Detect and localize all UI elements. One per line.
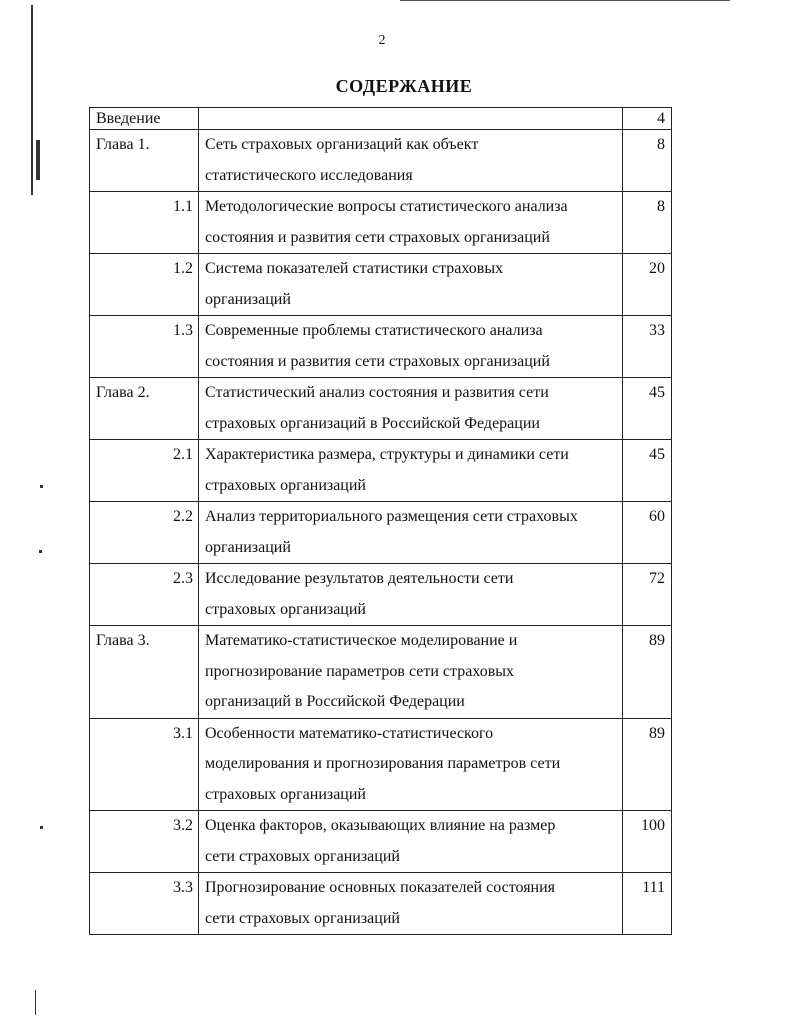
title-line: Методологические вопросы статистического анализа [205,198,568,215]
title-line: состояния и развития сети страховых организаций [205,352,550,370]
section-number: 3.3 [90,873,199,935]
section-number: 1.1 [90,192,199,254]
scan-margin-dot [40,826,43,829]
section-title [199,316,623,378]
page-ref: 20 [623,254,672,316]
page-ref: 89 [623,718,672,811]
title-line: организаций [205,538,291,556]
title-line: сети страховых организаций [205,909,400,927]
toc-row-chapter[interactable] [90,378,672,440]
page-ref: 72 [623,564,672,626]
scan-margin-dot [40,485,43,488]
toc-row-section[interactable] [90,440,672,502]
toc-row-section[interactable] [90,873,672,935]
title-line: Исследование результатов деятельности сети [205,570,514,587]
chapter-label: Глава 3. [90,626,199,719]
section-number: 2.2 [90,502,199,564]
title-line: Современные проблемы статистического анализа [205,322,543,339]
toc-row-chapter[interactable] [90,130,672,192]
toc-intro-page: 4 [623,108,672,130]
title-line: Анализ территориального размещения сети страховых [205,508,578,525]
page-ref: 100 [623,811,672,873]
toc-intro-label: Введение [90,108,199,130]
page-ref: 45 [623,440,672,502]
title-line: Особенности математико-статистического [205,724,494,742]
section-number: 2.3 [90,564,199,626]
page-ref: 45 [623,378,672,440]
scan-margin-line [35,990,36,1015]
title-line: Математико-статистическое моделирование и [205,632,518,649]
toc-row-section[interactable] [90,316,672,378]
scan-margin-mark [36,140,40,180]
title-line: Сеть страховых организаций как объект [205,136,479,153]
title-line: страховых организаций [205,476,366,494]
chapter-label: Глава 2. [90,378,199,440]
section-number: 1.3 [90,316,199,378]
toc-row-section[interactable] [90,502,672,564]
title-line: Характеристика размера, структуры и динамики сети [205,446,569,463]
section-number: 3.1 [90,718,199,811]
section-title [199,440,623,502]
title-line: статистического исследования [205,166,413,184]
scan-margin-dot [39,550,42,553]
title-line: Статистический анализ состояния и развития сети [205,384,549,401]
chapter-label: Глава 1. [90,130,199,192]
page-ref: 33 [623,316,672,378]
toc-row-chapter[interactable] [90,626,672,719]
section-number: 2.1 [90,440,199,502]
toc-row-section[interactable] [90,811,672,873]
page-ref: 8 [623,130,672,192]
page-ref: 89 [623,626,672,719]
title-line: организаций [205,290,291,308]
chapter-title [199,130,623,192]
title-line: организаций в Российской Федерации [205,693,465,710]
toc-row-section[interactable] [90,718,672,811]
chapter-title [199,378,623,440]
page-number: 2 [378,33,386,48]
title-line: Оценка факторов, оказывающих влияние на размер [205,817,556,834]
toc-row-section[interactable] [90,564,672,626]
section-title [199,718,623,811]
section-title [199,502,623,564]
title-line: сети страховых организаций [205,847,400,865]
toc-row-section[interactable] [90,192,672,254]
title-line: Прогнозирование основных показателей состояния [205,879,556,896]
section-title [199,873,623,935]
section-title [199,811,623,873]
section-number: 3.2 [90,811,199,873]
title-line: страховых организаций в Российской Федерации [205,414,540,432]
page-ref: 111 [623,873,672,935]
section-title [199,254,623,316]
scan-edge-line [400,0,730,1]
page-ref: 8 [623,192,672,254]
toc-intro-title [199,108,623,130]
title-line: прогнозирование параметров сети страховых [205,662,515,680]
title-line: Система показателей статистики страховых [205,260,504,277]
title-line: страховых организаций [205,600,366,618]
title-line: страховых организаций [205,785,366,803]
table-of-contents [89,107,672,935]
title-line: моделирования и прогнозирования параметров сети [205,755,561,772]
page-ref: 60 [623,502,672,564]
section-title [199,192,623,254]
toc-row-intro[interactable] [90,108,672,130]
toc-row-section[interactable] [90,254,672,316]
title-line: состояния и развития сети страховых организаций [205,228,550,246]
section-title [199,564,623,626]
page-title: СОДЕРЖАНИЕ [335,76,473,96]
section-number: 1.2 [90,254,199,316]
chapter-title [199,626,623,719]
